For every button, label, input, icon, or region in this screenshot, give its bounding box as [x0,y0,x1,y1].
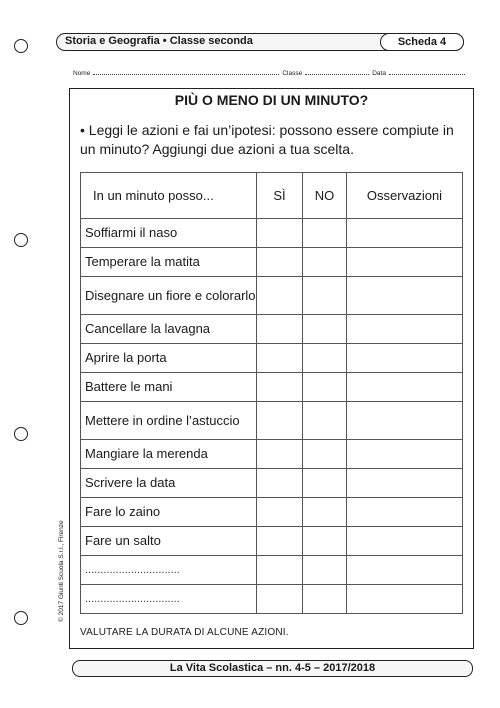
table-row [81,373,463,402]
scheda-label: Scheda 4 [380,33,464,51]
classe-field[interactable] [305,67,369,75]
no-cell[interactable] [303,315,347,344]
osservazioni-cell[interactable] [347,315,463,344]
action-cell: Fare lo zaino [81,498,257,527]
table-row [81,248,463,277]
column-header-no: NO [303,173,347,219]
osservazioni-cell[interactable] [347,498,463,527]
si-cell[interactable] [257,527,303,556]
action-cell: Temperare la matita [81,248,257,277]
action-cell: ............................... [81,556,257,585]
si-cell[interactable] [257,277,303,315]
osservazioni-cell[interactable] [347,248,463,277]
si-cell[interactable] [257,556,303,585]
osservazioni-cell[interactable] [347,344,463,373]
si-cell[interactable] [257,469,303,498]
column-header-osservazioni: Osservazioni [347,173,463,219]
si-cell[interactable] [257,373,303,402]
table-row [81,315,463,344]
table-row [81,277,463,315]
data-field[interactable] [389,67,465,75]
binder-hole [14,39,28,53]
no-cell[interactable] [303,469,347,498]
action-cell: Scrivere la data [81,469,257,498]
osservazioni-cell[interactable] [347,469,463,498]
action-cell: Cancellare la lavagna [81,315,257,344]
osservazioni-cell[interactable] [347,440,463,469]
osservazioni-cell[interactable] [347,585,463,614]
copyright-note: © 2017 Giunti Scuola S.r.l., Firenze [58,520,65,622]
action-cell: Battere le mani [81,373,257,402]
no-cell[interactable] [303,219,347,248]
osservazioni-cell[interactable] [347,556,463,585]
footer-bar: La Vita Scolastica – nn. 4-5 – 2017/2018 [72,660,473,677]
action-cell: ............................... [81,585,257,614]
name-row [73,67,471,77]
table-row [81,498,463,527]
no-cell[interactable] [303,402,347,440]
binder-hole [14,233,28,247]
nome-field[interactable] [93,67,279,75]
header-title: Storia e Geografia • Classe seconda [65,35,253,47]
binder-hole [14,611,28,625]
action-cell: Mangiare la merenda [81,440,257,469]
osservazioni-cell[interactable] [347,373,463,402]
action-cell: Fare un salto [81,527,257,556]
no-cell[interactable] [303,585,347,614]
no-cell[interactable] [303,440,347,469]
column-header-actions: In un minuto posso... [81,173,257,219]
no-cell[interactable] [303,248,347,277]
si-cell[interactable] [257,344,303,373]
table-row [81,440,463,469]
worksheet-frame [69,88,474,649]
action-cell: Soffiarmi il naso [81,219,257,248]
si-cell[interactable] [257,440,303,469]
si-cell[interactable] [257,498,303,527]
no-cell[interactable] [303,556,347,585]
binder-hole [14,427,28,441]
table-row [81,219,463,248]
header-bar [56,33,464,51]
table-row [81,527,463,556]
osservazioni-cell[interactable] [347,277,463,315]
table-header-row [81,173,463,219]
table-row [81,402,463,440]
no-cell[interactable] [303,277,347,315]
data-label: Data [372,70,386,77]
si-cell[interactable] [257,402,303,440]
table-row [81,556,463,585]
no-cell[interactable] [303,344,347,373]
no-cell[interactable] [303,527,347,556]
osservazioni-cell[interactable] [347,402,463,440]
osservazioni-cell[interactable] [347,219,463,248]
column-header-si: SÌ [257,173,303,219]
instruction-text: • Leggi le azioni e fai un’ipotesi: possono essere compiute in un minuto? Aggiungi due azioni a tua scelta. [80,122,454,157]
osservazioni-cell[interactable] [347,527,463,556]
footnote: VALUTARE LA DURATA DI ALCUNE AZIONI. [80,627,289,638]
no-cell[interactable] [303,498,347,527]
si-cell[interactable] [257,315,303,344]
nome-label: Nome [73,70,91,77]
table-row [81,585,463,614]
action-cell: Disegnare un fiore e colorarlo [81,277,257,315]
table-row [81,344,463,373]
worksheet-title: PIÙ O MENO DI UN MINUTO? [174,92,369,108]
si-cell[interactable] [257,585,303,614]
actions-table [80,172,463,614]
table-row [81,469,463,498]
action-cell: Aprire la porta [81,344,257,373]
si-cell[interactable] [257,219,303,248]
no-cell[interactable] [303,373,347,402]
action-cell: Mettere in ordine l’astuccio [81,402,257,440]
si-cell[interactable] [257,248,303,277]
classe-label: Classe [282,70,303,77]
